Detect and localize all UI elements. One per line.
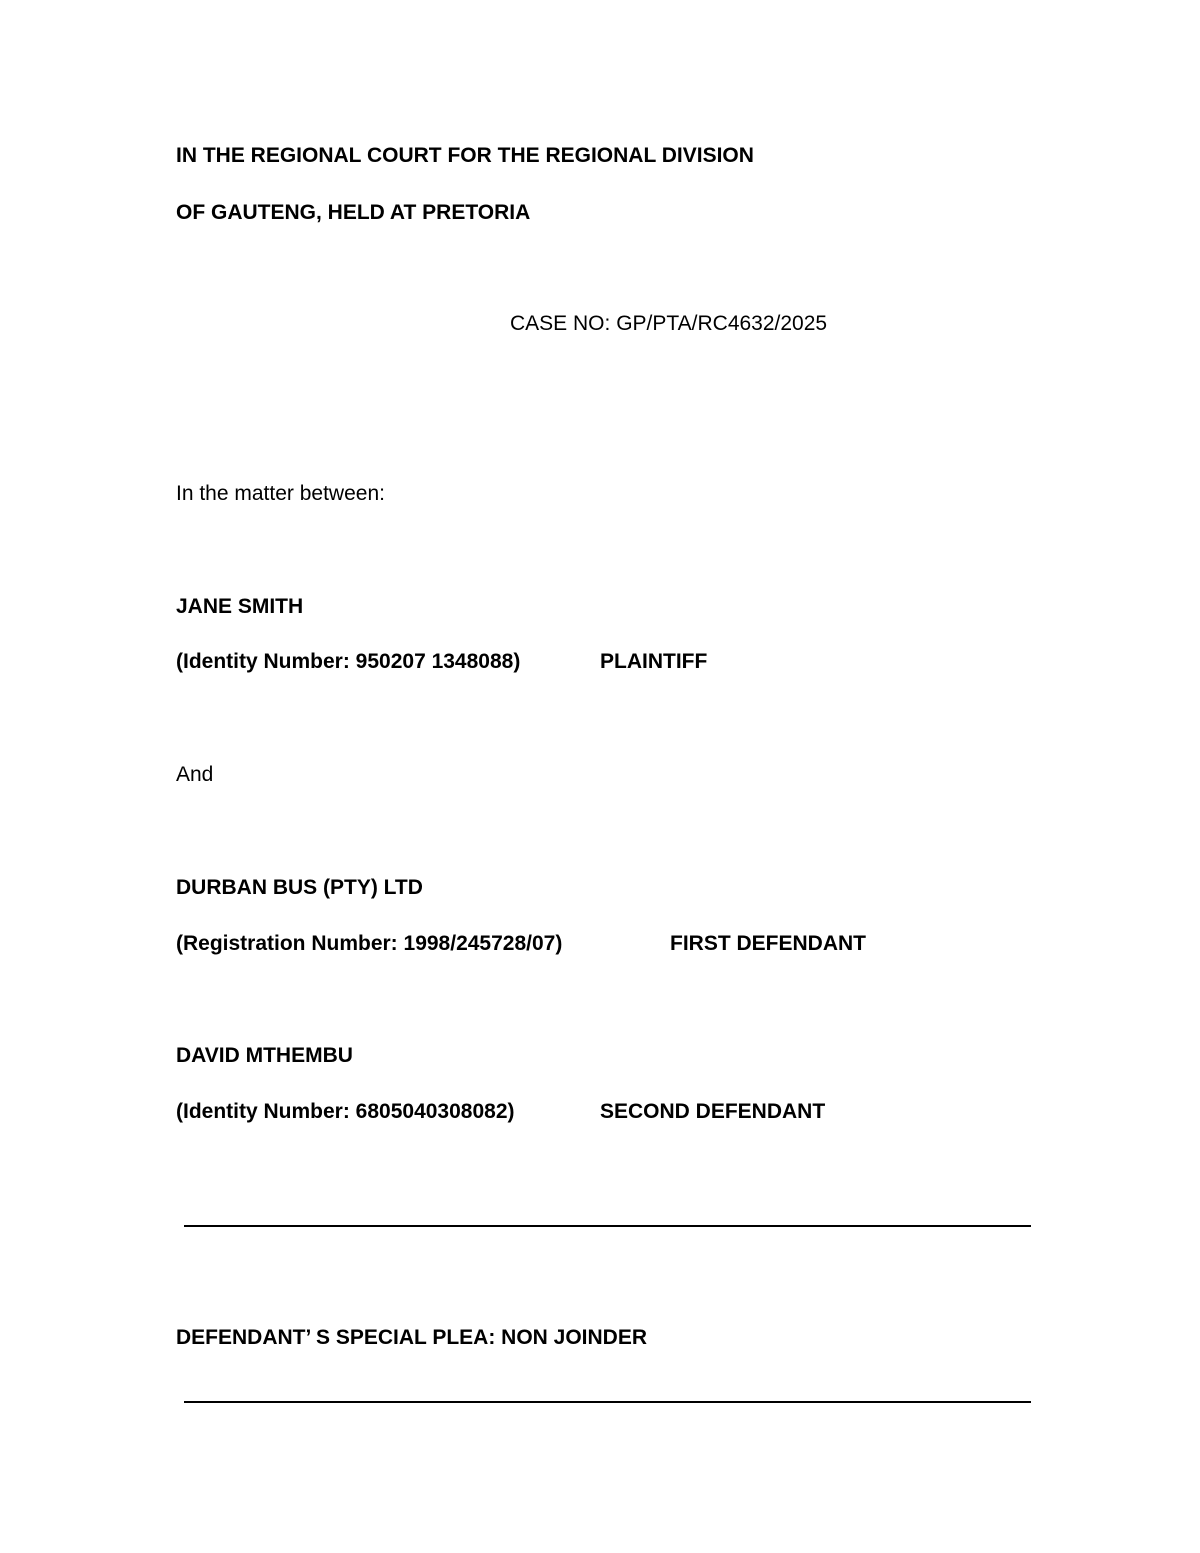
second-defendant-name: DAVID MTHEMBU xyxy=(176,1044,353,1067)
court-heading-line-1: IN THE REGIONAL COURT FOR THE REGIONAL DIVISION xyxy=(176,144,754,167)
bottom-divider-rule xyxy=(184,1401,1031,1403)
plaintiff-identifier: (Identity Number: 950207 1348088) xyxy=(176,650,521,673)
case-number: CASE NO: GP/PTA/RC4632/2025 xyxy=(510,312,828,335)
plaintiff-name: JANE SMITH xyxy=(176,595,304,618)
first-defendant-identifier: (Registration Number: 1998/245728/07) xyxy=(176,932,563,955)
second-defendant-role: SECOND DEFENDANT xyxy=(600,1100,826,1123)
second-defendant-identifier: (Identity Number: 6805040308082) xyxy=(176,1100,515,1123)
plaintiff-role: PLAINTIFF xyxy=(600,650,708,673)
document-title: DEFENDANT’ S SPECIAL PLEA: NON JOINDER xyxy=(176,1326,648,1349)
top-divider-rule xyxy=(184,1225,1031,1227)
matter-intro: In the matter between: xyxy=(176,482,385,505)
first-defendant-role: FIRST DEFENDANT xyxy=(670,932,866,955)
first-defendant-name: DURBAN BUS (PTY) LTD xyxy=(176,876,423,899)
court-heading-line-2: OF GAUTENG, HELD AT PRETORIA xyxy=(176,201,531,224)
conjunction-and: And xyxy=(176,763,214,786)
